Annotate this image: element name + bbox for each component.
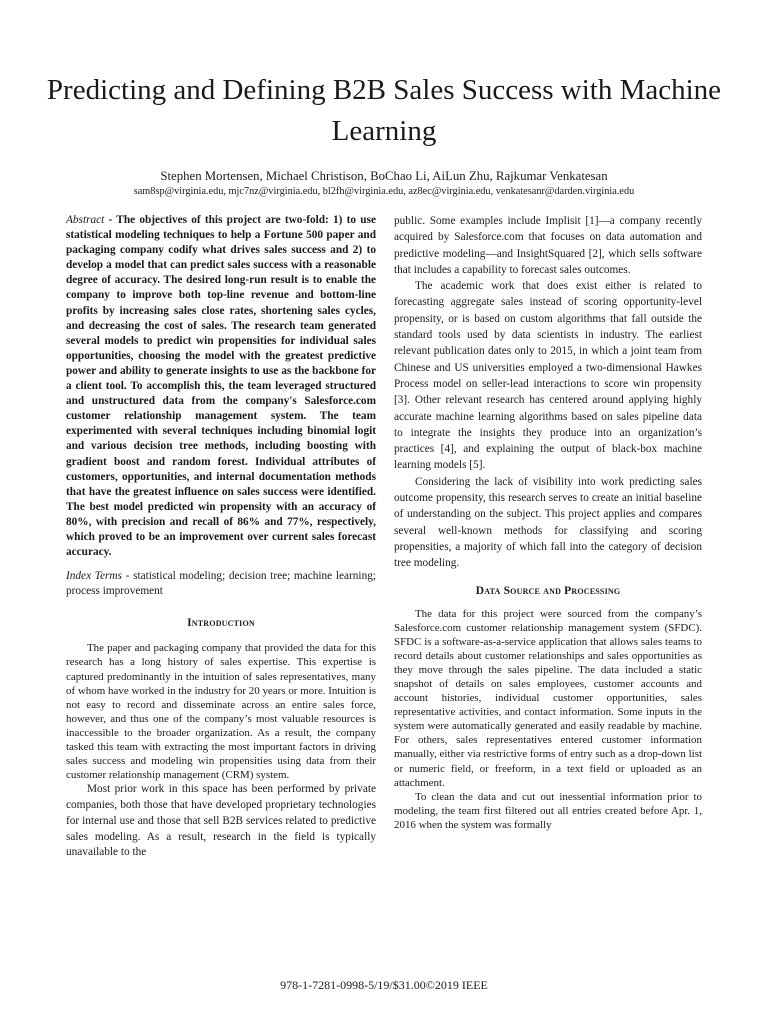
section-heading-introduction: Introduction [187, 617, 255, 630]
author-emails: sam8sp@virginia.edu, mjc7nz@virginia.edu, bl2fh@virginia.edu, az8ec@virginia.edu, venkatesanr@darden.virginia.edu [133, 186, 635, 197]
data-paragraph-2: To clean the data and cut out inessential information prior to modeling, the team first filtered out all entries created before Apr. 1, 2016 when the system was formally [394, 790, 702, 831]
abstract [66, 213, 376, 560]
abstract-text: - The objectives of this project are two-fold: 1) to use statistical modeling techniques to help a Fortune 500 paper and packaging company codify what drives sales success and 2) to develop a model that can predict sales success with a reasonable degree of accuracy. The desired long-run result is to enable the company to improve both top-line revenue and bottom-line profits by increasing sales close rates, shortening sales cycles, and decreasing the cost of sales. The research team generated several models to predict win propensities for individual sales opportunities, choosing the model with the greatest predictive power and ability to generate insights to use as the backbone for a client tool. To accomplish this, the team leveraged structured and unstructured data from the company's Salesforce.com customer relationship management system. The team experimented with several techniques including binomial logit and various decision tree methods, including boosting with gradient boost and random forest. Individual attributes of customers, opportunities, and internal documentation methods that have the greatest influence on sales success were identified. The best model predicted win propensity with an accuracy of 80%, with precision and recall of 86% and 77%, respectively, which proved to be an improvement over current sales forecast accuracy. [66, 214, 376, 559]
index-terms-text: - statistical modeling; decision tree; machine learning; process improvement [66, 570, 377, 598]
data-paragraph-1: The data for this project were sourced from the company’s Salesforce.com customer relationship management system (SFDC). SFDC is a software-as-a-service application that allows sales teams to record details about customer relationships and sales opportunities as they move through the sales pipeline. The data included a static snapshot of details on sales employees, customer accounts and account histories, individual customer opportunities, sales representative activities, and contact information. Some inputs in the system were automatically generated and easily readable by machine. For others, sales representatives entered customer information manually, either via restrictive forms of entry such as a drop-down list or numeric field, or freeform, in a text field or uploaded as an attachment. [394, 607, 702, 789]
intro-paragraph-3: The academic work that does exist either is related to forecasting aggregate sales instead of scoring opportunity-level propensity, or is based on custom algorithms that fall outside the standard tools used by data scientists in industry. The earliest relevant publication dates only to 2015, in which a joint team from Chinese and US universities employed a two-dimensional Hawkes Process model on seller-lead interactions to score win propensity [3]. Other relevant research has centered around applying highly accurate machine learning algorithms based on sales pipeline data to integrate the insights they produce into an organization’s practices [4], and explaining the output of black-box machine learning models [5]. [394, 280, 702, 472]
abstract-label: Abstract [66, 214, 105, 226]
intro-paragraph-2: Most prior work in this space has been performed by private companies, both those that have developed proprietary technologies for internal use and those that sell B2B services related to predictive sales modeling. As a result, research in the field is typically unavailable to the [66, 783, 376, 859]
index-terms [66, 569, 376, 599]
intro-paragraph-2-continued: public. Some examples include Implisit [1]—a company recently acquired by Salesforce.com that focuses on data automation and predictive modeling—and InsightSquared [2], which sells software that includes a capability to forecast sales outcomes. [394, 215, 702, 276]
copyright-footer: 978-1-7281-0998-5/19/$31.00©2019 IEEE [280, 978, 488, 992]
intro-paragraph-4: Considering the lack of visibility into work predicting sales outcome propensity, this research serves to create an initial baseline of understanding on the subject. This project applies and compares several well-known methods for classifying and scoring propensities, a majority of which fall into the category of decision tree modeling. [394, 475, 702, 570]
index-terms-label: Index Terms [66, 570, 122, 583]
right-column [394, 213, 702, 832]
paper-title: Predicting and Defining B2B Sales Success with Machine Learning [46, 74, 722, 147]
left-column [66, 213, 376, 861]
intro-paragraph-1: The paper and packaging company that provided the data for this research has a long history of sales expertise. This expertise is captured predominantly in the intuition of sales representatives, many of whom have worked in the industry for 20 years or more. Intuition is not easy to record and disseminate across an entire sales force, however, and thus one of the company’s most valuable resources is inaccessible to the broader organization. As a result, the company tasked this team with extracting the most important factors in driving sales success and modeling win propensities using data from their customer relationship management (CRM) system. [66, 642, 376, 782]
section-heading-data-source: Data Source and Processing [475, 584, 621, 597]
author-list: Stephen Mortensen, Michael Christison, BoChao Li, AiLun Zhu, Rajkumar Venkatesan [160, 169, 608, 183]
